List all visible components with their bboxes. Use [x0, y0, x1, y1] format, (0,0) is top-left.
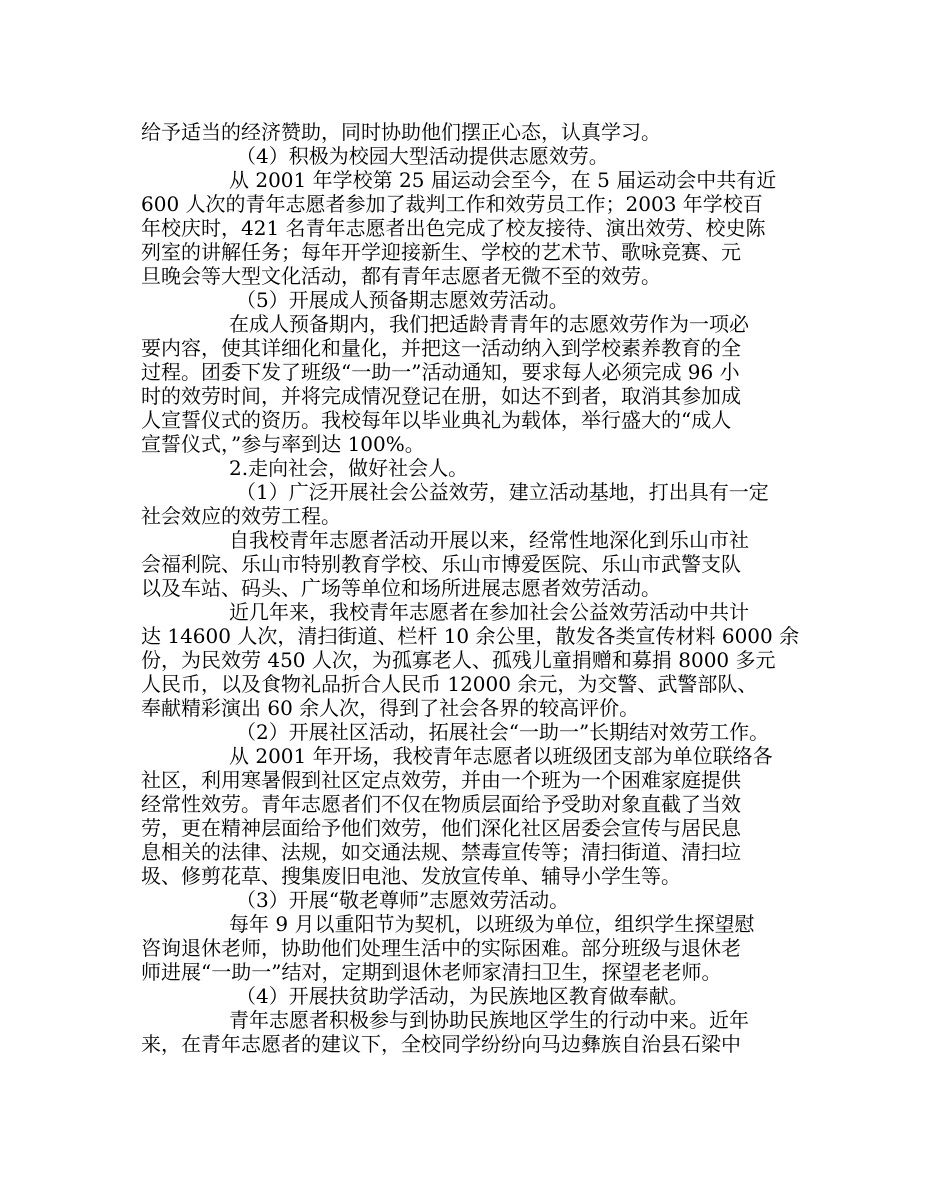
text-line: 过程。团委下发了班级“一助一”活动通知，要求每人必须完成 96 小 [141, 360, 740, 384]
text-line: 人宣誓仪式的资历。我校每年以毕业典礼为载体，举行盛大的“成人 [141, 408, 732, 432]
text-line: 在成人预备期内，我们把适龄青青年的志愿效劳作为一项必 [229, 312, 749, 336]
text-line: 给予适当的经济赞助，同时协助他们摆正心态，认真学习。 [141, 120, 661, 144]
text-line: 每年 9 月以重阳节为契机，以班级为单位，组织学生探望慰 [229, 912, 755, 936]
document-page [141, 120, 811, 1056]
text-line: 师进展“一助一”结对，定期到退休老师家清扫卫生，探望老老师。 [141, 960, 722, 984]
text-line: 2.走向社会，做好社会人。 [229, 456, 469, 480]
text-line: （3）开展“敬老尊师”志愿效劳活动。 [236, 888, 570, 912]
text-line: 份，为民效劳 450 人次，为孤寡老人、孤残儿童捐赠和募捐 8000 多元 [141, 648, 776, 672]
text-line: 劳，更在精神层面给予他们效劳，他们深化社区居委会宣传与居民息 [141, 816, 741, 840]
text-line: 人民币，以及食物礼品折合人民币 12000 余元，为交警、武警部队、 [141, 672, 758, 696]
text-line: 来，在青年志愿者的建议下，全校同学纷纷向马边彝族自治县石梁中 [141, 1032, 741, 1056]
text-line: 会福利院、乐山市特别教育学校、乐山市博爱医院、乐山市武警支队 [141, 552, 741, 576]
text-line: （1）广泛开展社会公益效劳，建立活动基地，打出具有一定 [236, 480, 769, 504]
text-line: 时的效劳时间，并将完成情况登记在册，如达不到者，取消其参加成 [141, 384, 741, 408]
text-line: 达 14600 人次，清扫街道、栏杆 10 余公里，散发各类宣传材料 6000 余 [141, 624, 800, 648]
text-line: 奉献精彩演出 60 余人次，得到了社会各界的较高评价。 [141, 696, 640, 720]
text-line: （5）开展成人预备期志愿效劳活动。 [236, 288, 569, 312]
text-line: 咨询退休老师，协助他们处理生活中的实际困难。部分班级与退休老 [141, 936, 741, 960]
text-line: 息相关的法律、法规，如交通法规、禁毒宣传等；清扫街道、清扫垃 [141, 840, 741, 864]
text-line: （4）开展扶贫助学活动，为民族地区教育做奉献。 [236, 984, 689, 1008]
text-line: 社区，利用寒暑假到社区定点效劳，并由一个班为一个困难家庭提供 [141, 768, 741, 792]
text-line: 要内容，使其详细化和量化，并把这一活动纳入到学校素养教育的全 [141, 336, 741, 360]
text-line: 自我校青年志愿者活动开展以来，经常性地深化到乐山市社 [229, 528, 749, 552]
text-line: 600 人次的青年志愿者参加了裁判工作和效劳员工作；2003 年学校百 [141, 192, 763, 216]
text-line: 经常性效劳。青年志愿者们不仅在物质层面给予受助对象直截了当效 [141, 792, 741, 816]
text-line: 近几年来，我校青年志愿者在参加社会公益效劳活动中共计 [229, 600, 749, 624]
text-line: （2）开展社区活动，拓展社会“一助一”长期结对效劳工作。 [236, 720, 770, 744]
text-line: 从 2001 年学校第 25 届运动会至今，在 5 届运动会中共有近 [229, 168, 777, 192]
text-line: 年校庆时，421 名青年志愿者出色完成了校友接待、演出效劳、校史陈 [141, 216, 766, 240]
text-line: 从 2001 年开场，我校青年志愿者以班级团支部为单位联络各 [229, 744, 773, 768]
text-line: 青年志愿者积极参与到协助民族地区学生的行动中来。近年 [229, 1008, 749, 1032]
text-line: 圾、修剪花草、搜集废旧电池、发放宣传单、辅导小学生等。 [141, 864, 681, 888]
text-line: 宣誓仪式，”参与率到达 100%。 [141, 432, 425, 456]
text-line: 列室的讲解任务；每年开学迎接新生、学校的艺术节、歌咏竞赛、元 [141, 240, 741, 264]
text-line: 社会效应的效劳工程。 [141, 504, 341, 528]
text-line: 以及车站、码头、广场等单位和场所进展志愿者效劳活动。 [141, 576, 661, 600]
text-line: 旦晚会等大型文化活动，都有青年志愿者无微不至的效劳。 [141, 264, 661, 288]
text-line: （4）积极为校园大型活动提供志愿效劳。 [236, 144, 609, 168]
